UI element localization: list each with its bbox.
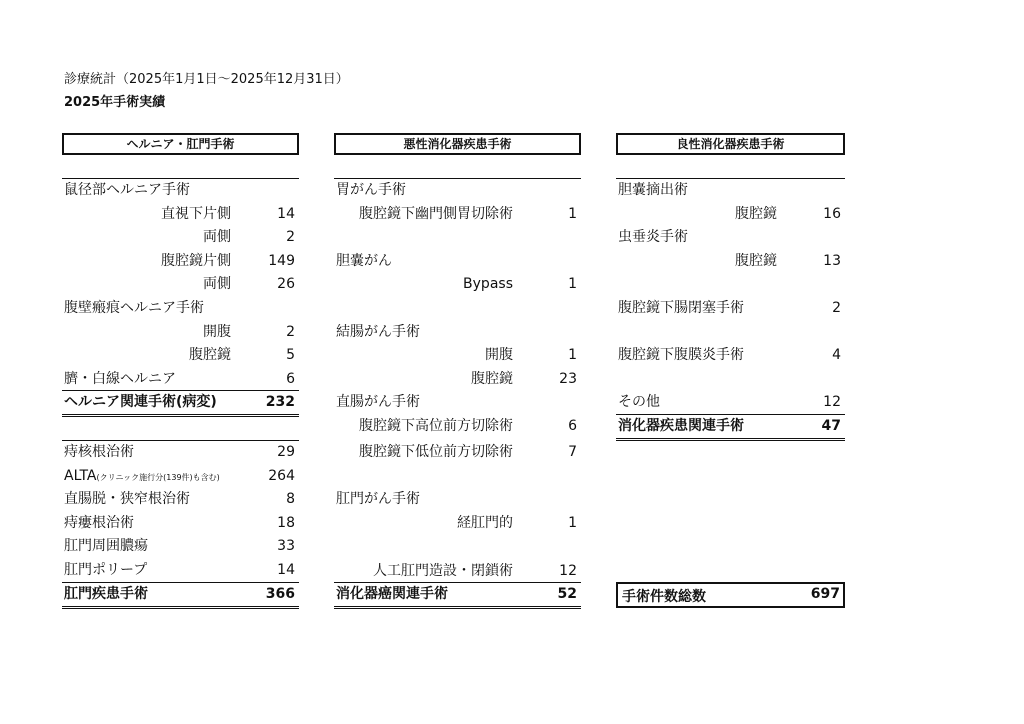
table-row bbox=[62, 250, 299, 272]
benign-header: 良性消化器疾患手術 bbox=[616, 133, 845, 155]
table-row bbox=[334, 368, 581, 390]
row-label: 腹腔鏡片側 bbox=[161, 253, 231, 269]
page-subtitle: 2025年手術実績 bbox=[64, 95, 166, 110]
row-label: 鼠径部ヘルニア手術 bbox=[64, 182, 190, 198]
double-rule bbox=[62, 414, 299, 417]
table-row bbox=[334, 344, 581, 366]
row-value: 2 bbox=[286, 324, 295, 340]
table-row bbox=[62, 535, 299, 557]
table-row bbox=[616, 203, 845, 225]
row-label: 腹腔鏡下腹膜炎手術 bbox=[618, 347, 744, 363]
row-label: その他 bbox=[618, 394, 660, 410]
row-label: 痔瘻根治術 bbox=[64, 515, 134, 531]
row-label: 両側 bbox=[203, 229, 231, 245]
table-row bbox=[334, 179, 581, 201]
row-value: 16 bbox=[823, 206, 841, 222]
table-row bbox=[334, 415, 581, 437]
table-row bbox=[334, 321, 581, 343]
row-label: 腹腔鏡下幽門側胃切除術 bbox=[359, 206, 513, 222]
row-value: 23 bbox=[559, 371, 577, 387]
table-row bbox=[62, 203, 299, 225]
table-row bbox=[616, 391, 845, 413]
row-value: 2 bbox=[832, 300, 841, 316]
total-label: 肛門疾患手術 bbox=[64, 586, 148, 602]
row-value: 1 bbox=[568, 515, 577, 531]
benign-total-row bbox=[616, 415, 845, 437]
row-value: 33 bbox=[277, 538, 295, 554]
table-row bbox=[334, 488, 581, 510]
table-row bbox=[334, 273, 581, 295]
row-value: 7 bbox=[568, 444, 577, 460]
row-value: 149 bbox=[268, 253, 295, 269]
table-row bbox=[334, 203, 581, 225]
row-value: 1 bbox=[568, 276, 577, 292]
table-row bbox=[62, 512, 299, 534]
row-value: 8 bbox=[286, 491, 295, 507]
row-value: 1 bbox=[568, 206, 577, 222]
row-label: 開腹 bbox=[203, 324, 231, 340]
row-value: 6 bbox=[286, 371, 295, 387]
row-label: 直腸がん手術 bbox=[336, 394, 420, 410]
row-label: 両側 bbox=[203, 276, 231, 292]
row-value: 18 bbox=[277, 515, 295, 531]
row-value: 5 bbox=[286, 347, 295, 363]
row-label: 胃がん手術 bbox=[336, 182, 406, 198]
table-row bbox=[334, 560, 581, 582]
table-row bbox=[62, 179, 299, 201]
row-value: 14 bbox=[277, 206, 295, 222]
table-row bbox=[334, 391, 581, 413]
row-value: 14 bbox=[277, 562, 295, 578]
row-value: 1 bbox=[568, 347, 577, 363]
double-rule bbox=[62, 606, 299, 609]
row-value: 12 bbox=[559, 563, 577, 579]
total-value: 232 bbox=[265, 394, 295, 410]
row-label: 胆嚢がん bbox=[336, 253, 392, 269]
table-row bbox=[334, 512, 581, 534]
total-value: 366 bbox=[265, 586, 295, 602]
table-row bbox=[62, 321, 299, 343]
row-label: 結腸がん手術 bbox=[336, 324, 420, 340]
table-row bbox=[616, 344, 845, 366]
row-value: 2 bbox=[286, 229, 295, 245]
total-label: 消化器疾患関連手術 bbox=[618, 418, 744, 434]
row-label: 肛門がん手術 bbox=[336, 491, 420, 507]
total-label: 消化器癌関連手術 bbox=[336, 586, 448, 602]
row-label: 経肛門的 bbox=[457, 515, 513, 531]
table-row bbox=[616, 179, 845, 201]
grand-total-label: 手術件数総数 bbox=[622, 589, 706, 605]
row-label: 腹腔鏡 bbox=[471, 371, 513, 387]
table-row bbox=[62, 344, 299, 366]
table-row bbox=[616, 226, 845, 248]
table-row bbox=[616, 250, 845, 272]
table-row bbox=[334, 250, 581, 272]
table-row bbox=[62, 488, 299, 510]
table-row bbox=[62, 368, 299, 390]
table-row bbox=[62, 226, 299, 248]
grand-total-box bbox=[616, 582, 845, 608]
table-row bbox=[62, 273, 299, 295]
row-value: 264 bbox=[268, 468, 295, 484]
alta-note: (クリニック施行分(139件)も含む) bbox=[96, 473, 220, 482]
row-label: 開腹 bbox=[485, 347, 513, 363]
double-rule bbox=[616, 438, 845, 441]
row-label: 肛門周囲膿瘍 bbox=[64, 538, 148, 554]
row-value: 29 bbox=[277, 444, 295, 460]
row-label: 腹壁瘢痕ヘルニア手術 bbox=[64, 300, 204, 316]
alta-label: ALTA bbox=[64, 468, 97, 484]
total-value: 47 bbox=[821, 418, 841, 434]
row-label: 胆嚢摘出術 bbox=[618, 182, 688, 198]
malignant-header: 悪性消化器疾患手術 bbox=[334, 133, 581, 155]
row-label: 直視下片側 bbox=[161, 206, 231, 222]
row-label: 臍・白線ヘルニア bbox=[64, 371, 176, 387]
double-rule bbox=[334, 606, 581, 609]
row-label bbox=[64, 465, 220, 489]
table-row bbox=[62, 559, 299, 581]
table-row bbox=[62, 297, 299, 319]
row-label: 腹腔鏡下高位前方切除術 bbox=[359, 418, 513, 434]
total-value: 52 bbox=[557, 586, 577, 602]
row-value: 6 bbox=[568, 418, 577, 434]
row-label: 虫垂炎手術 bbox=[618, 229, 688, 245]
row-value: 4 bbox=[832, 347, 841, 363]
grand-total-value: 697 bbox=[810, 586, 840, 602]
row-label: 腹腔鏡下腸閉塞手術 bbox=[618, 300, 744, 316]
row-value: 26 bbox=[277, 276, 295, 292]
hernia-total-row bbox=[62, 391, 299, 413]
row-label: 腹腔鏡 bbox=[735, 206, 777, 222]
page-title: 診療統計（2025年1月1日～2025年12月31日） bbox=[64, 72, 349, 87]
anal-total-row bbox=[62, 583, 299, 605]
row-label: 腹腔鏡 bbox=[189, 347, 231, 363]
row-label: 腹腔鏡下低位前方切除術 bbox=[359, 444, 513, 460]
table-row bbox=[334, 441, 581, 463]
row-label: 人工肛門造設・閉鎖術 bbox=[373, 563, 513, 579]
row-label: 直腸脱・狭窄根治術 bbox=[64, 491, 190, 507]
total-label: ヘルニア関連手術(病変) bbox=[64, 394, 217, 410]
table-row bbox=[62, 465, 299, 487]
row-label: Bypass bbox=[463, 276, 513, 292]
hernia-header: ヘルニア・肛門手術 bbox=[62, 133, 299, 155]
row-value: 12 bbox=[823, 394, 841, 410]
malignant-total-row bbox=[334, 583, 581, 605]
row-label: 腹腔鏡 bbox=[735, 253, 777, 269]
row-label: 痔核根治術 bbox=[64, 444, 134, 460]
table-row bbox=[616, 297, 845, 319]
table-row bbox=[62, 441, 299, 463]
row-value: 13 bbox=[823, 253, 841, 269]
row-label: 肛門ポリープ bbox=[64, 562, 148, 578]
